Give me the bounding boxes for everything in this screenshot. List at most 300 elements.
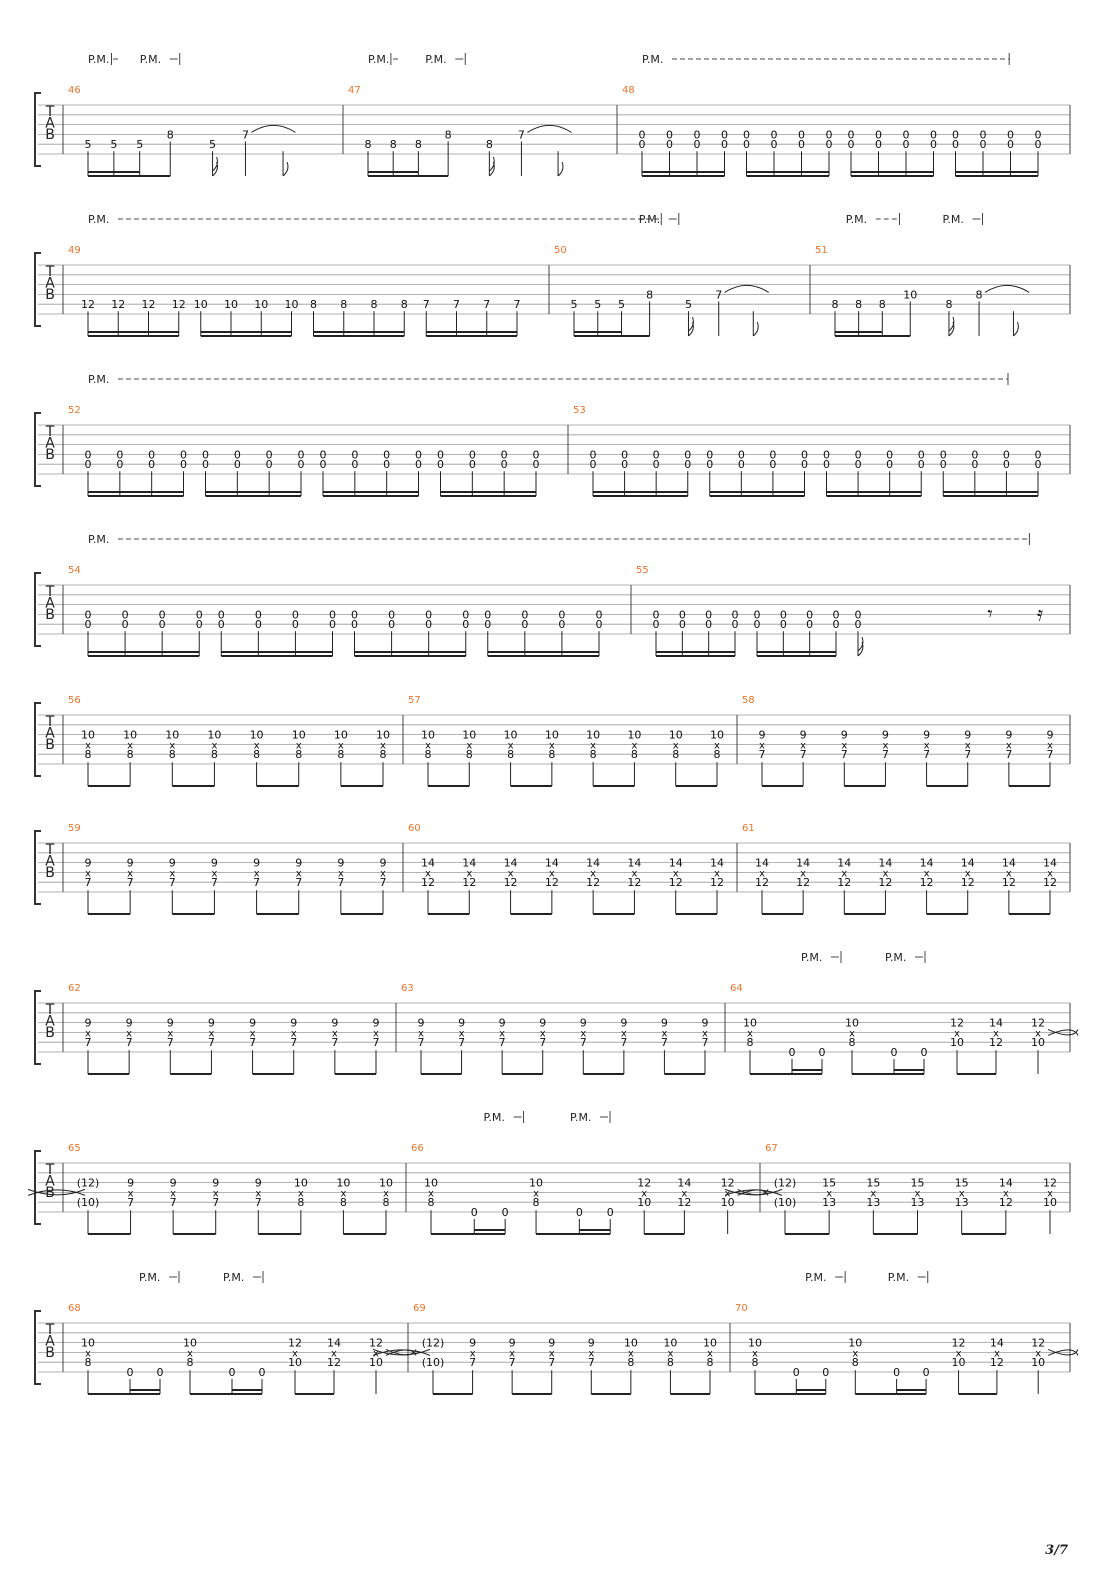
fret-number: 7 <box>513 298 521 312</box>
fret-number: 9 <box>207 1016 215 1030</box>
dead-note: x <box>1035 1348 1042 1360</box>
fret-number: 8 <box>382 1196 390 1210</box>
tab-clef-letter: T <box>45 1162 55 1178</box>
fret-number: 14 <box>503 856 518 870</box>
fret-number: 0 <box>217 608 225 622</box>
fret-number: 0 <box>753 608 761 622</box>
dead-note: x <box>964 868 971 880</box>
fret-number: 14 <box>586 856 601 870</box>
fret-number: 9 <box>548 1336 556 1350</box>
fret-number: 0 <box>678 608 686 622</box>
dead-note: x <box>539 1028 546 1040</box>
fret-number: 0 <box>291 618 299 632</box>
fret-number: 0 <box>589 458 597 472</box>
fret-number: 8 <box>186 1356 194 1370</box>
fret-number: 10 <box>183 1336 197 1350</box>
fret-number: 5 <box>618 298 626 312</box>
measure-number: 66 <box>411 1143 424 1154</box>
dead-note: x <box>993 1348 1000 1360</box>
fret-number: 0 <box>265 448 273 462</box>
dead-note: x <box>841 740 848 752</box>
tab-clef-letter: A <box>45 595 55 612</box>
fret-number: 12 <box>960 876 975 890</box>
fret-number: 0 <box>806 618 814 632</box>
fret-number: 0 <box>693 128 701 142</box>
system-bracket <box>35 991 41 1064</box>
fret-number: 8 <box>166 128 174 142</box>
fret-number: 0 <box>890 1046 898 1059</box>
fret-number: (10) <box>76 1196 100 1210</box>
fret-number: 10 <box>376 728 390 742</box>
fret-number: 7 <box>469 1356 477 1370</box>
dead-note: x <box>714 868 720 880</box>
fret-number: 8 <box>310 298 317 312</box>
fret-number: 0 <box>638 138 646 152</box>
dead-note: x <box>373 1348 379 1360</box>
measure-number: 65 <box>68 1143 81 1154</box>
fret-number: 0 <box>84 458 92 472</box>
fret-number: 14 <box>710 856 724 870</box>
fret-number: 0 <box>148 448 156 462</box>
fret-number: 8 <box>414 138 422 152</box>
fret-number: 10 <box>379 1176 393 1190</box>
tie <box>985 285 1029 292</box>
fret-number: 8 <box>666 1356 674 1370</box>
fret-number: 7 <box>881 748 889 762</box>
fret-number: 7 <box>964 748 972 762</box>
fret-number: 8 <box>297 1196 305 1210</box>
fret-number: 7 <box>337 876 345 890</box>
fret-number: 9 <box>458 1016 466 1030</box>
fret-number: 0 <box>180 458 187 472</box>
fret-number: 0 <box>875 128 882 142</box>
tab-clef-letter: A <box>45 115 55 132</box>
system-bracket <box>35 413 41 486</box>
fret-number: 0 <box>84 608 92 622</box>
dead-note: x <box>211 868 218 880</box>
fret-number: 13 <box>822 1196 837 1210</box>
measure-number: 47 <box>348 85 361 96</box>
dead-note: x <box>1047 740 1053 752</box>
dead-note: x <box>85 740 91 752</box>
measure-number: 58 <box>742 695 755 706</box>
fret-number: 0 <box>769 448 777 462</box>
fret-number: 0 <box>500 458 508 472</box>
fret-number: 0 <box>532 448 540 462</box>
measure-number: 54 <box>68 565 81 576</box>
dead-note: x <box>466 740 473 752</box>
fret-number: 0 <box>801 458 808 472</box>
fret-number: 14 <box>837 856 852 870</box>
fret-number: 0 <box>329 618 336 632</box>
fret-number: 0 <box>779 608 787 622</box>
fret-number: 0 <box>684 458 692 472</box>
fret-number: 0 <box>737 448 745 462</box>
tab-clef-letter: A <box>45 1173 55 1190</box>
fret-number: 0 <box>971 448 979 462</box>
fret-number: 8 <box>646 288 654 302</box>
fret-number: 0 <box>462 618 470 632</box>
fret-number: 7 <box>84 1036 92 1050</box>
fret-number: 0 <box>501 1206 509 1219</box>
fret-number: 0 <box>116 448 124 462</box>
dead-note: x <box>499 1028 506 1040</box>
fret-number: 7 <box>923 748 931 762</box>
fret-number: 0 <box>84 448 92 462</box>
fret-number: 12 <box>421 876 435 890</box>
dead-note: x <box>373 1028 379 1040</box>
dead-note: x <box>870 1188 877 1200</box>
measure-number: 67 <box>765 1143 778 1154</box>
tab-system <box>35 951 1078 1074</box>
fret-number: 7 <box>508 1356 516 1370</box>
fret-number: 7 <box>295 876 303 890</box>
fret-number: 8 <box>589 748 597 762</box>
fret-number: 8 <box>975 288 983 302</box>
fret-number: 7 <box>660 1036 668 1050</box>
fret-number: 9 <box>620 1016 628 1030</box>
fret-number: 10 <box>293 1176 308 1190</box>
measure-number: 59 <box>68 823 81 834</box>
dead-note: x <box>425 740 431 752</box>
dead-note: x <box>425 868 431 880</box>
tab-clef-letter: B <box>45 1025 55 1041</box>
fret-number: 7 <box>249 1036 257 1050</box>
fret-number: 0 <box>148 458 156 472</box>
fret-number: 8 <box>340 298 348 312</box>
dead-note: x <box>507 740 514 752</box>
fret-number: 0 <box>351 448 359 462</box>
fret-number: 0 <box>180 448 187 462</box>
dead-note: x <box>958 1188 965 1200</box>
fret-number: 7 <box>84 876 92 890</box>
dead-note: x <box>211 740 218 752</box>
fret-number: 12 <box>837 876 852 890</box>
fret-number: 10 <box>333 728 348 742</box>
fret-number: 12 <box>288 1336 302 1350</box>
fret-number: 14 <box>989 1016 1003 1030</box>
fret-number: 0 <box>743 128 750 142</box>
fret-number: 0 <box>388 618 396 632</box>
fret-number: 9 <box>799 728 807 742</box>
dead-note: x <box>672 740 679 752</box>
measure-number: 51 <box>815 245 828 256</box>
fret-number: 7 <box>1005 748 1013 762</box>
fret-number: 7 <box>758 748 766 762</box>
fret-number: 0 <box>158 618 166 632</box>
fret-number: 0 <box>228 1366 236 1379</box>
fret-number: 10 <box>254 298 269 312</box>
fret-number: 0 <box>705 608 713 622</box>
dead-note: x <box>428 1188 434 1200</box>
fret-number: 13 <box>910 1196 925 1210</box>
fret-number: 0 <box>652 458 660 472</box>
fret-number: 8 <box>746 1036 754 1050</box>
fret-number: 10 <box>81 728 95 742</box>
fret-number: 5 <box>684 298 692 312</box>
dead-note: x <box>724 1188 731 1200</box>
note-flag <box>753 322 758 336</box>
fret-number: 0 <box>425 608 433 622</box>
fret-number: 0 <box>825 128 833 142</box>
fret-number: 0 <box>875 138 882 152</box>
fret-number: 0 <box>575 1206 583 1219</box>
fret-number: 0 <box>847 128 855 142</box>
note-flag <box>558 162 563 176</box>
fret-number: 0 <box>1034 448 1042 462</box>
dead-note: x <box>800 740 807 752</box>
fret-number: 14 <box>989 1336 1004 1350</box>
fret-number: 0 <box>652 448 660 462</box>
fret-number: 7 <box>1046 748 1054 762</box>
fret-number: 0 <box>822 1366 830 1379</box>
fret-number: 8 <box>485 138 493 152</box>
fret-number: 0 <box>595 618 603 632</box>
dead-note: x <box>914 1188 921 1200</box>
fret-number: 9 <box>539 1016 547 1030</box>
fret-number: 7 <box>253 876 261 890</box>
fret-number: 0 <box>351 618 358 632</box>
fret-number: 0 <box>383 458 391 472</box>
fret-number: 0 <box>437 448 444 462</box>
dead-note: x <box>127 740 134 752</box>
fret-number: 0 <box>468 448 476 462</box>
measure-number: 48 <box>622 85 635 96</box>
fret-number: 9 <box>169 1176 177 1190</box>
measure-number: 63 <box>401 983 414 994</box>
fret-number: 14 <box>919 856 934 870</box>
fret-number: 0 <box>779 618 787 632</box>
fret-number: 0 <box>832 608 840 622</box>
fret-number: 0 <box>798 128 805 142</box>
fret-number: 8 <box>126 748 134 762</box>
dead-note: x <box>469 1348 476 1360</box>
fret-number: 0 <box>291 608 299 622</box>
dead-note: x <box>212 1188 219 1200</box>
fret-number: 7 <box>517 128 525 142</box>
fret-number: 10 <box>950 1036 964 1050</box>
fret-number: 0 <box>388 608 396 622</box>
dead-note: x <box>1002 1188 1009 1200</box>
tab-clef-letter: T <box>45 842 55 858</box>
measure-number: 69 <box>413 1303 426 1314</box>
fret-number: 7 <box>579 1036 587 1050</box>
fret-number: 10 <box>703 1336 717 1350</box>
fret-number: 8 <box>379 748 387 762</box>
fret-number: 0 <box>254 618 262 632</box>
fret-number: 10 <box>848 1336 863 1350</box>
fret-number: 8 <box>168 748 176 762</box>
fret-number: 0 <box>737 458 745 472</box>
tab-clef-letter: A <box>45 435 55 452</box>
fret-number: 8 <box>848 1036 856 1050</box>
dead-note: x <box>882 868 889 880</box>
fret-number: 7 <box>210 876 218 890</box>
fret-number: 12 <box>637 1176 652 1190</box>
fret-number: 7 <box>126 876 134 890</box>
fret-number: 0 <box>706 458 714 472</box>
fret-number: 10 <box>421 728 435 742</box>
fret-number: 12 <box>171 298 186 312</box>
fret-number: 0 <box>886 458 894 472</box>
fret-number: 8 <box>831 298 839 312</box>
tab-clef-letter: B <box>45 287 55 303</box>
fret-number: 0 <box>693 138 701 152</box>
fret-number: 12 <box>81 298 95 312</box>
fret-number: 10 <box>369 1356 383 1370</box>
fret-number: 7 <box>458 1036 466 1050</box>
system-bracket <box>35 573 41 646</box>
fret-number: 8 <box>548 748 556 762</box>
palm-mute-label: P.M. <box>885 951 907 964</box>
fret-number: 7 <box>290 1036 298 1050</box>
system-bracket <box>35 831 41 904</box>
dead-note: x <box>380 868 386 880</box>
dead-note: x <box>590 740 597 752</box>
note-flag <box>949 317 954 336</box>
fret-number: 0 <box>902 138 910 152</box>
dead-note: x <box>672 868 679 880</box>
dead-note: x <box>993 1028 999 1040</box>
dead-note: x <box>882 740 889 752</box>
tie <box>527 125 571 132</box>
measure-number: 61 <box>742 823 755 834</box>
fret-number: 0 <box>971 458 979 472</box>
fret-number: 14 <box>998 1176 1013 1190</box>
fret-number: 8 <box>706 1356 714 1370</box>
system-bracket <box>35 93 41 166</box>
fret-number: 12 <box>369 1336 383 1350</box>
fret-number: 0 <box>731 608 739 622</box>
fret-number: 0 <box>233 458 241 472</box>
fret-number: 10 <box>663 1336 678 1350</box>
dead-note: x <box>759 740 765 752</box>
fret-number: 7 <box>207 1036 215 1050</box>
dead-note: x <box>85 868 91 880</box>
fret-number: 12 <box>950 1016 964 1030</box>
rest-symbol: 𝄿 <box>1036 601 1044 626</box>
fret-number: 7 <box>453 298 460 312</box>
fret-number: 0 <box>606 1206 614 1219</box>
measure-number: 46 <box>68 85 81 96</box>
tie <box>251 125 295 132</box>
fret-number: 12 <box>1043 876 1057 890</box>
tab-clef-letter: A <box>45 725 55 742</box>
tab-clef-letter: T <box>45 1002 55 1018</box>
dead-note: x <box>923 868 930 880</box>
fret-number: 8 <box>672 748 680 762</box>
dead-note: x <box>759 868 765 880</box>
tab-clef-letter: A <box>45 853 55 870</box>
fret-number: 7 <box>799 748 807 762</box>
fret-number: 7 <box>620 1036 628 1050</box>
fret-number: 12 <box>462 876 477 890</box>
fret-number: 14 <box>544 856 559 870</box>
dead-note: x <box>295 868 302 880</box>
fret-number: 12 <box>878 876 893 890</box>
fret-number: 14 <box>960 856 975 870</box>
fret-number: 15 <box>954 1176 969 1190</box>
fret-number: 5 <box>594 298 602 312</box>
palm-mute-label: P.M. <box>139 1271 161 1284</box>
fret-number: 0 <box>621 448 629 462</box>
fret-number: 9 <box>212 1176 220 1190</box>
fret-number: 12 <box>586 876 601 890</box>
fret-number: 8 <box>507 748 515 762</box>
fret-number: (10) <box>421 1356 445 1370</box>
fret-number: 10 <box>284 298 299 312</box>
fret-number: 0 <box>886 448 894 462</box>
dead-note: x <box>955 1348 962 1360</box>
fret-number: 10 <box>710 728 724 742</box>
palm-mute-label: P.M. <box>887 1271 910 1284</box>
fret-number: 9 <box>964 728 972 742</box>
fret-number: 10 <box>951 1356 966 1370</box>
tie <box>725 285 769 292</box>
fret-number: 9 <box>166 1016 174 1030</box>
dead-note: x <box>627 1348 634 1360</box>
fret-number: 12 <box>1001 876 1016 890</box>
fret-number: 0 <box>468 458 476 472</box>
dead-note: x <box>290 1028 297 1040</box>
dead-note: x <box>337 740 344 752</box>
fret-number: 10 <box>462 728 477 742</box>
fret-number: 0 <box>1007 128 1014 142</box>
note-flag <box>688 317 693 336</box>
fret-number: 0 <box>666 128 673 142</box>
dead-note: x <box>841 868 848 880</box>
dead-note: x <box>964 740 971 752</box>
dead-note: x <box>747 1028 753 1040</box>
palm-mute-label: P.M. <box>223 1271 245 1284</box>
tab-system <box>35 695 1070 786</box>
dead-note: x <box>590 868 597 880</box>
tab-clef-letter: B <box>45 607 55 623</box>
fret-number: 10 <box>207 728 222 742</box>
note-flag <box>1013 322 1018 336</box>
fret-number: 0 <box>770 128 778 142</box>
fret-number: 0 <box>558 618 566 632</box>
fret-number: 14 <box>677 1176 692 1190</box>
fret-number: 0 <box>521 608 529 622</box>
fret-number: 9 <box>125 1016 133 1030</box>
fret-number: 0 <box>854 608 862 622</box>
fret-number: 9 <box>253 856 261 870</box>
fret-number: 12 <box>503 876 518 890</box>
fret-number: 7 <box>241 128 249 142</box>
fret-number: 0 <box>329 608 336 622</box>
fret-number: 7 <box>331 1036 339 1050</box>
fret-number: 15 <box>822 1176 837 1190</box>
rest-symbol: 𝄾 <box>987 601 993 626</box>
fret-number: 12 <box>998 1196 1013 1210</box>
fret-number: 12 <box>544 876 559 890</box>
fret-number: 8 <box>370 298 378 312</box>
fret-number: 14 <box>796 856 811 870</box>
fret-number: 8 <box>84 1356 92 1370</box>
fret-number: 14 <box>668 856 683 870</box>
fret-number: 9 <box>210 856 218 870</box>
fret-number: 12 <box>1043 1176 1057 1190</box>
fret-number: 12 <box>627 876 642 890</box>
dead-note: x <box>667 1348 674 1360</box>
fret-number: 12 <box>710 876 724 890</box>
fret-number: 7 <box>169 1196 177 1210</box>
measure-number: 53 <box>573 405 586 416</box>
fret-number: 8 <box>364 138 372 152</box>
dead-note: x <box>380 740 386 752</box>
fret-number: 0 <box>806 608 814 622</box>
